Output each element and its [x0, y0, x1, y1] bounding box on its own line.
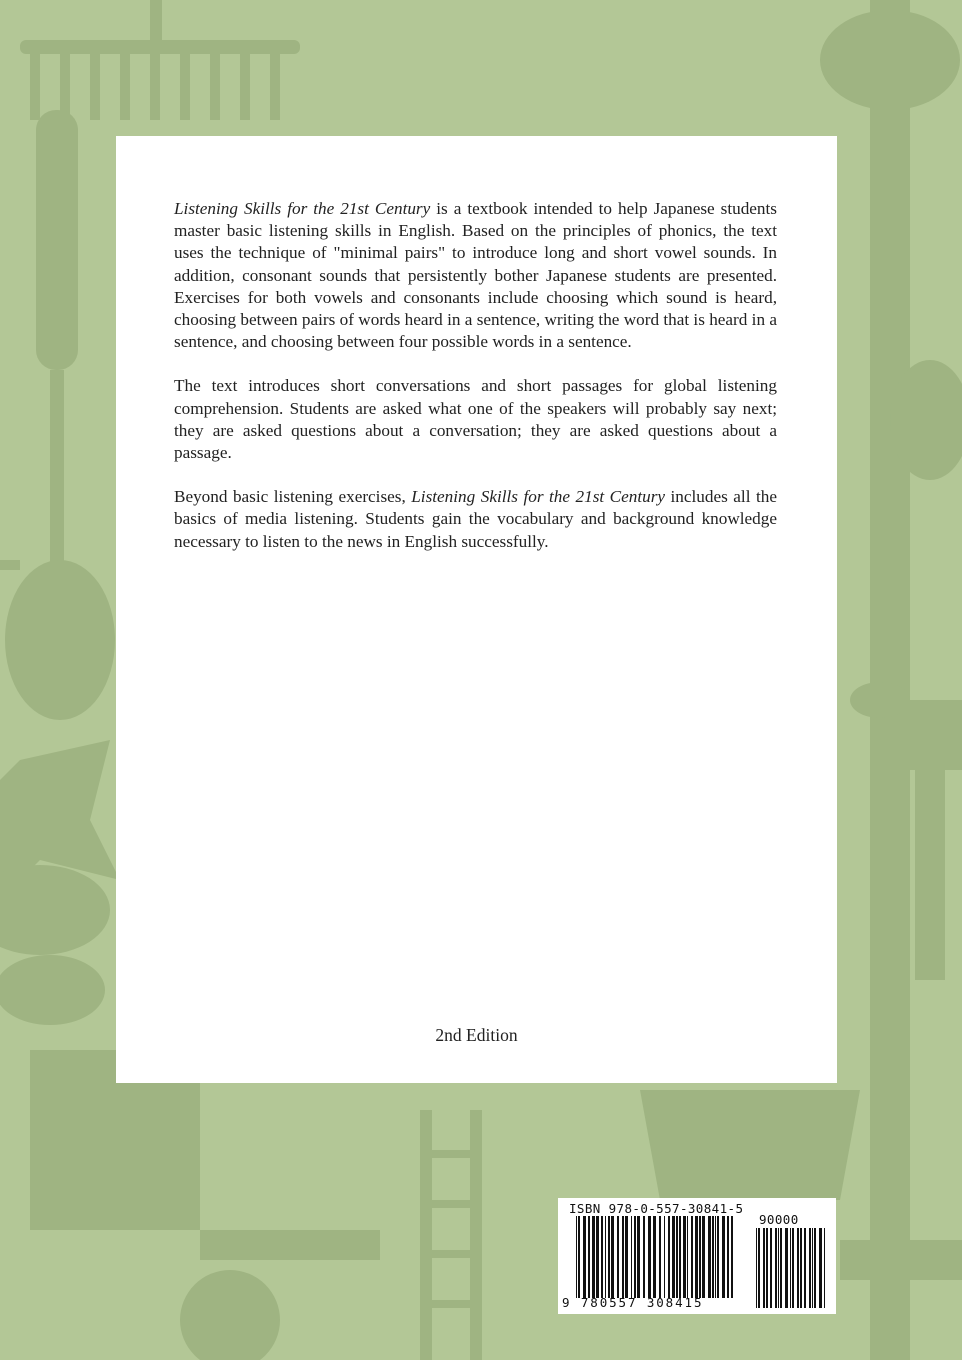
barcode-block — [558, 1198, 836, 1314]
barcode-bar — [708, 1216, 711, 1298]
barcode-bar — [824, 1228, 825, 1308]
barcode-bar — [687, 1216, 688, 1298]
barcode-bar — [596, 1216, 599, 1298]
book-description — [174, 198, 777, 575]
barcode-bar — [617, 1216, 619, 1298]
barcode-bar — [676, 1216, 678, 1298]
wheelbarrow-icon — [30, 1050, 380, 1360]
barcode-bar — [672, 1216, 675, 1298]
description-paragraph-2: The text introduces short conversations and short passages for global listening comprehension. Students are asked what one of the speakers will probably say next; they are asked questions about a conversation; they are asked questions about a passage. — [174, 376, 777, 463]
barcode-bar — [712, 1216, 714, 1298]
barcode-bar — [715, 1216, 716, 1298]
barcode-bar — [804, 1228, 806, 1308]
barcode-bar — [637, 1216, 640, 1298]
barcode-bar — [763, 1228, 765, 1308]
barcode-bar — [717, 1216, 719, 1298]
barcode-bar — [790, 1228, 791, 1308]
isbn-number: ISBN 978-0-557-30841-5 — [569, 1201, 744, 1216]
book-title: Listening Skills for the 21st Century — [411, 487, 666, 507]
barcode-bar — [792, 1228, 794, 1308]
barcode-bar — [809, 1228, 811, 1308]
pot-icon — [640, 1090, 860, 1200]
barcode-bar — [653, 1216, 656, 1298]
barcode-bar — [683, 1216, 686, 1298]
barcode-bar — [691, 1216, 693, 1298]
barcode-bar — [758, 1228, 760, 1308]
barcode-bar — [699, 1216, 701, 1298]
barcode-bar — [631, 1216, 632, 1298]
barcode-bar — [819, 1228, 822, 1308]
barcode-bar — [770, 1228, 772, 1308]
barcode-bar — [601, 1216, 603, 1298]
barcode-bar — [659, 1216, 661, 1298]
barcode-bar — [695, 1216, 698, 1298]
barcode-bar — [727, 1216, 729, 1298]
barcode-bar — [766, 1228, 768, 1308]
rake-icon — [20, 0, 300, 120]
barcode-bar — [588, 1216, 590, 1298]
barcode-bar — [625, 1216, 628, 1298]
barcode-bar — [576, 1216, 577, 1298]
barcode-bar — [722, 1216, 725, 1298]
barcode-bar — [634, 1216, 636, 1298]
beetle-icon — [0, 560, 115, 720]
barcode-bar — [702, 1216, 705, 1298]
description-paragraph-1: Listening Skills for the 21st Century is a textbook intended to help Japanese students master basic listening skills in English. Based on the principles of phonics, the text uses the technique of "minimal pairs" to introduce long and short vowel sounds. In addition, consonant sounds that persistently bother Japanese students are presented. Exercises for both vowels and consonants include choosing which sound is heard, choosing between pairs of words heard in a sentence, writing the word that is heard in a sentence, and choosing between four possible words in a sentence. — [174, 199, 777, 352]
barcode-bar — [797, 1228, 799, 1308]
barcode-bar — [611, 1216, 614, 1298]
back-cover-panel — [116, 136, 837, 1083]
barcode-bar — [780, 1228, 782, 1308]
barcode-bar — [731, 1216, 733, 1298]
description-paragraph-3: Beyond basic listening exercises, Listening Skills for the 21st Century includes all the basics of media listening. Students gain the vocabulary and background knowledge necessary to listen to the news in English successfully. — [174, 487, 777, 551]
book-title: Listening Skills for the 21st Century — [174, 199, 431, 218]
barcode-bar — [583, 1216, 586, 1298]
barcode-bar — [622, 1216, 624, 1298]
barcode-bar — [756, 1228, 757, 1308]
barcode-bar — [800, 1228, 802, 1308]
barcode-bar — [668, 1216, 670, 1298]
barcode-bar — [814, 1228, 816, 1308]
barcode-bar — [775, 1228, 777, 1308]
barcode-bar — [785, 1228, 788, 1308]
barcode-bar — [648, 1216, 651, 1298]
barcode-bar — [679, 1216, 681, 1298]
price-code: 90000 — [759, 1212, 799, 1227]
barcode-bar — [643, 1216, 645, 1298]
barcode-bar — [664, 1216, 665, 1298]
barcode-bar — [778, 1228, 779, 1308]
ladder-icon — [420, 1110, 482, 1360]
edition-label: 2nd Edition — [435, 1025, 518, 1045]
barcode-bar — [608, 1216, 610, 1298]
ean-digits: 9 780557 308415 — [562, 1295, 704, 1310]
barcode-bar — [605, 1216, 606, 1298]
barcode-bar — [578, 1216, 580, 1298]
butterfly-icon — [0, 865, 110, 1025]
barcode-bar — [812, 1228, 813, 1308]
barcode-bar — [592, 1216, 595, 1298]
